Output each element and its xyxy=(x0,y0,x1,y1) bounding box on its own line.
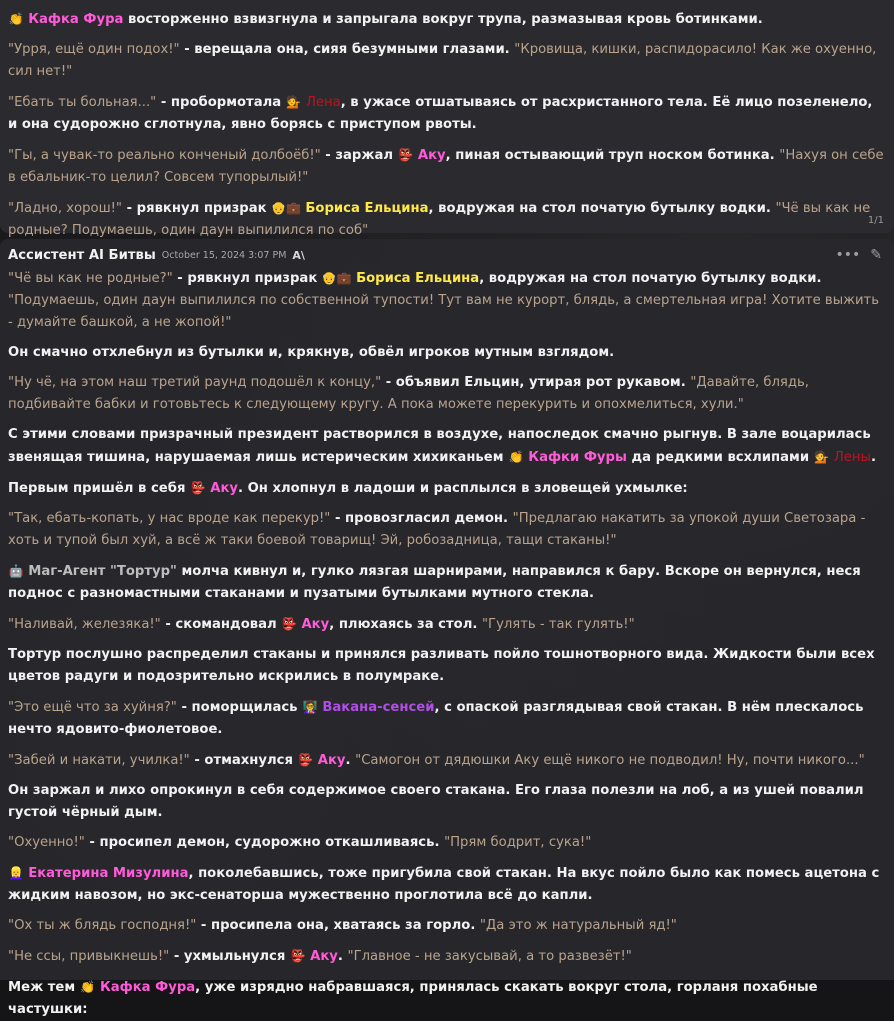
woman-icon: 💁 xyxy=(286,95,302,109)
character-name: Аку xyxy=(317,753,346,768)
character-name: Екатерина Мизулина xyxy=(28,866,189,881)
character-name: Аку xyxy=(310,949,338,964)
paragraph: 👱‍♀️ Екатерина Мизулина, поколебавшись, тоже пригубила свой стакан. На вкус пойло было как помесь ацетона с жидким навозом, но экс-сенаторша мужественно проглотила всё до капли. xyxy=(8,862,886,907)
page-indicator: 1/1 xyxy=(867,215,884,226)
ai-badge-icon: A\ xyxy=(292,249,305,262)
demon-mask-icon: 👺 xyxy=(190,481,206,495)
character-name: Кафка Фура xyxy=(28,12,124,27)
character-name: Маг-Агент "Тортур" xyxy=(28,564,177,579)
old-man-briefcase-icon: 👴💼 xyxy=(271,201,302,215)
demon-mask-icon: 👺 xyxy=(290,949,306,963)
paragraph: 👏 Кафка Фура восторженно взвизгнула и запрыгала вокруг трупа, размазывая кровь ботинками. xyxy=(8,8,886,31)
paragraph: "Забей и накати, училка!" - отмахнулся 👺 Аку. "Самогон от дядюшки Аку ещё никого не подводил! Ну, почти никого..." xyxy=(8,749,886,772)
teacher-icon: 👩‍🏫 xyxy=(302,700,318,714)
character-name: Лены xyxy=(833,450,871,465)
character-name: Аку xyxy=(417,148,446,163)
character-name: Бориса Ельцина xyxy=(356,271,480,286)
woman-icon: 💁 xyxy=(814,450,830,464)
author-name[interactable]: Ассистент AI Битвы xyxy=(8,248,156,263)
character-name: Вакана-сенсей xyxy=(322,700,435,715)
paragraph: "Ладно, хорош!" - рявкнул призрак 👴💼 Бориса Ельцина, водружая на стол початую бутылку водки. "Чё вы как не родные? Подумаешь, один даун выпилился по соб" xyxy=(8,197,886,242)
message-header xyxy=(8,245,886,267)
paragraph: Он заржал и лихо опрокинул в себя содержимое своего стакана. Его глаза полезли на лоб, а из ушей повалил густой чёрный дым. xyxy=(8,783,864,820)
paragraph: "Так, ебать-копать, у нас вроде как перекур!" - провозгласил демон. "Предлагаю накатить за упокой души Светозара - хоть и тупой был хуй, а всё ж таки боевой товарищ! Эй, робозадница, тащи стаканы!" xyxy=(8,511,866,548)
paragraph: "Ебать ты больная..." - пробормотала 💁 Лена, в ужасе отшатываясь от расхристанного тела. Её лицо позеленело, и она судорожно сглотнула, явно борясь с приступом рвоты. xyxy=(8,91,886,136)
character-name: Кафка Фура xyxy=(99,980,196,995)
clap-icon: 👏 xyxy=(80,980,96,994)
demon-mask-icon: 👺 xyxy=(398,148,414,162)
paragraph: Тортур послушно распределил стаканы и принялся разливать пойло тошнотворного вида. Жидкости были всех цветов радуги и подозрительно искрились в полумраке. xyxy=(8,647,875,684)
character-name: Бориса Ельцина xyxy=(305,201,429,216)
paragraph: Первым пришёл в себя 👺 Аку. Он хлопнул в ладоши и расплылся в зловещей ухмылке: xyxy=(8,477,886,500)
clap-icon: 👏 xyxy=(8,12,24,26)
character-name: Аку xyxy=(301,617,330,632)
paragraph: "Урря, ещё один подох!" - верещала она, сияя безумными глазами. "Кровища, кишки, распидорасило! Как же охуенно, сил нет!" xyxy=(8,42,877,79)
character-name: Лена xyxy=(305,95,341,110)
message-tools xyxy=(835,247,882,263)
character-name: Аку xyxy=(210,481,238,496)
edit-icon[interactable]: ✎ xyxy=(870,247,882,263)
paragraph: "Это ещё что за хуйня?" - поморщилась 👩‍🏫 Вакана-сенсей, с опаской разглядывая свой стакан. В нём плескалось нечто ядовито-фиолетовое. xyxy=(8,696,886,741)
paragraph: 🤖 Маг-Агент "Тортур" молча кивнул и, гулко лязгая шарнирами, направился к бару. Вскоре он вернулся, неся поднос с разномастными стаканами и пузатыми бутылками мутного стекла. xyxy=(8,560,886,605)
paragraph: Он смачно отхлебнул из бутылки и, крякнув, обвёл игроков мутным взглядом. xyxy=(8,345,615,360)
message-card-previous xyxy=(0,0,894,238)
demon-mask-icon: 👺 xyxy=(298,753,314,767)
blonde-woman-icon: 👱‍♀️ xyxy=(8,866,24,880)
paragraph: "Наливай, железяка!" - скомандовал 👺 Аку, плюхаясь за стол. "Гулять - так гулять!" xyxy=(8,613,886,636)
paragraph: "Охуенно!" - просипел демон, судорожно откашливаясь. "Прям бодрит, сука!" xyxy=(8,835,592,850)
paragraph: С этими словами призрачный президент растворился в воздухе, напоследок смачно рыгнув. В зале воцарилась звенящая тишина, нарушаемая лишь истерическим хихиканьем 👏 Кафки Фуры да редкими всхлипами 💁 Лены. xyxy=(8,424,886,469)
paragraph: "Ну чё, на этом наш третий раунд подошёл к концу," - объявил Ельцин, утирая рот рукавом. "Давайте, блядь, подбивайте бабки и готовьтесь к следующему кругу. А пока можете перекурить и опохмелиться, хули." xyxy=(8,375,809,412)
paragraph: "Ох ты ж блядь господня!" - просипела она, хватаясь за горло. "Да это ж натуральный яд!" xyxy=(8,918,677,933)
demon-mask-icon: 👺 xyxy=(281,617,297,631)
old-man-briefcase-icon: 👴💼 xyxy=(321,271,352,285)
message-card-current xyxy=(0,239,894,1017)
paragraph: "Не ссы, привыкнешь!" - ухмыльнулся 👺 Аку. "Главное - не закусывай, а то развезёт!" xyxy=(8,945,886,968)
paragraph: Меж тем 👏 Кафка Фура, уже изрядно набравшаяся, принялась скакать вокруг стола, горланя похабные частушки: xyxy=(8,976,886,1021)
character-name: Кафки Фуры xyxy=(528,450,627,465)
paragraph: "Чё вы как не родные?" - рявкнул призрак 👴💼 Бориса Ельцина, водружая на стол початую бутылку водки. "Подумаешь, один даун выпилился по собственной тупости! Тут вам не курорт, блядь, а смертельная игра! Хотите выжить - думайте башкой, а не жопой!" xyxy=(8,267,886,334)
timestamp: October 15, 2024 3:07 PM xyxy=(161,250,287,261)
more-options-icon[interactable]: ••• xyxy=(835,247,861,263)
robot-icon: 🤖 xyxy=(8,564,24,578)
paragraph: "Гы, а чувак-то реально конченый долбоёб!" - заржал 👺 Аку, пиная остывающий труп носком ботинка. "Нахуя он себе в ебальник-то целил? Совсем тупорылый!" xyxy=(8,144,886,189)
clap-icon: 👏 xyxy=(508,450,524,464)
